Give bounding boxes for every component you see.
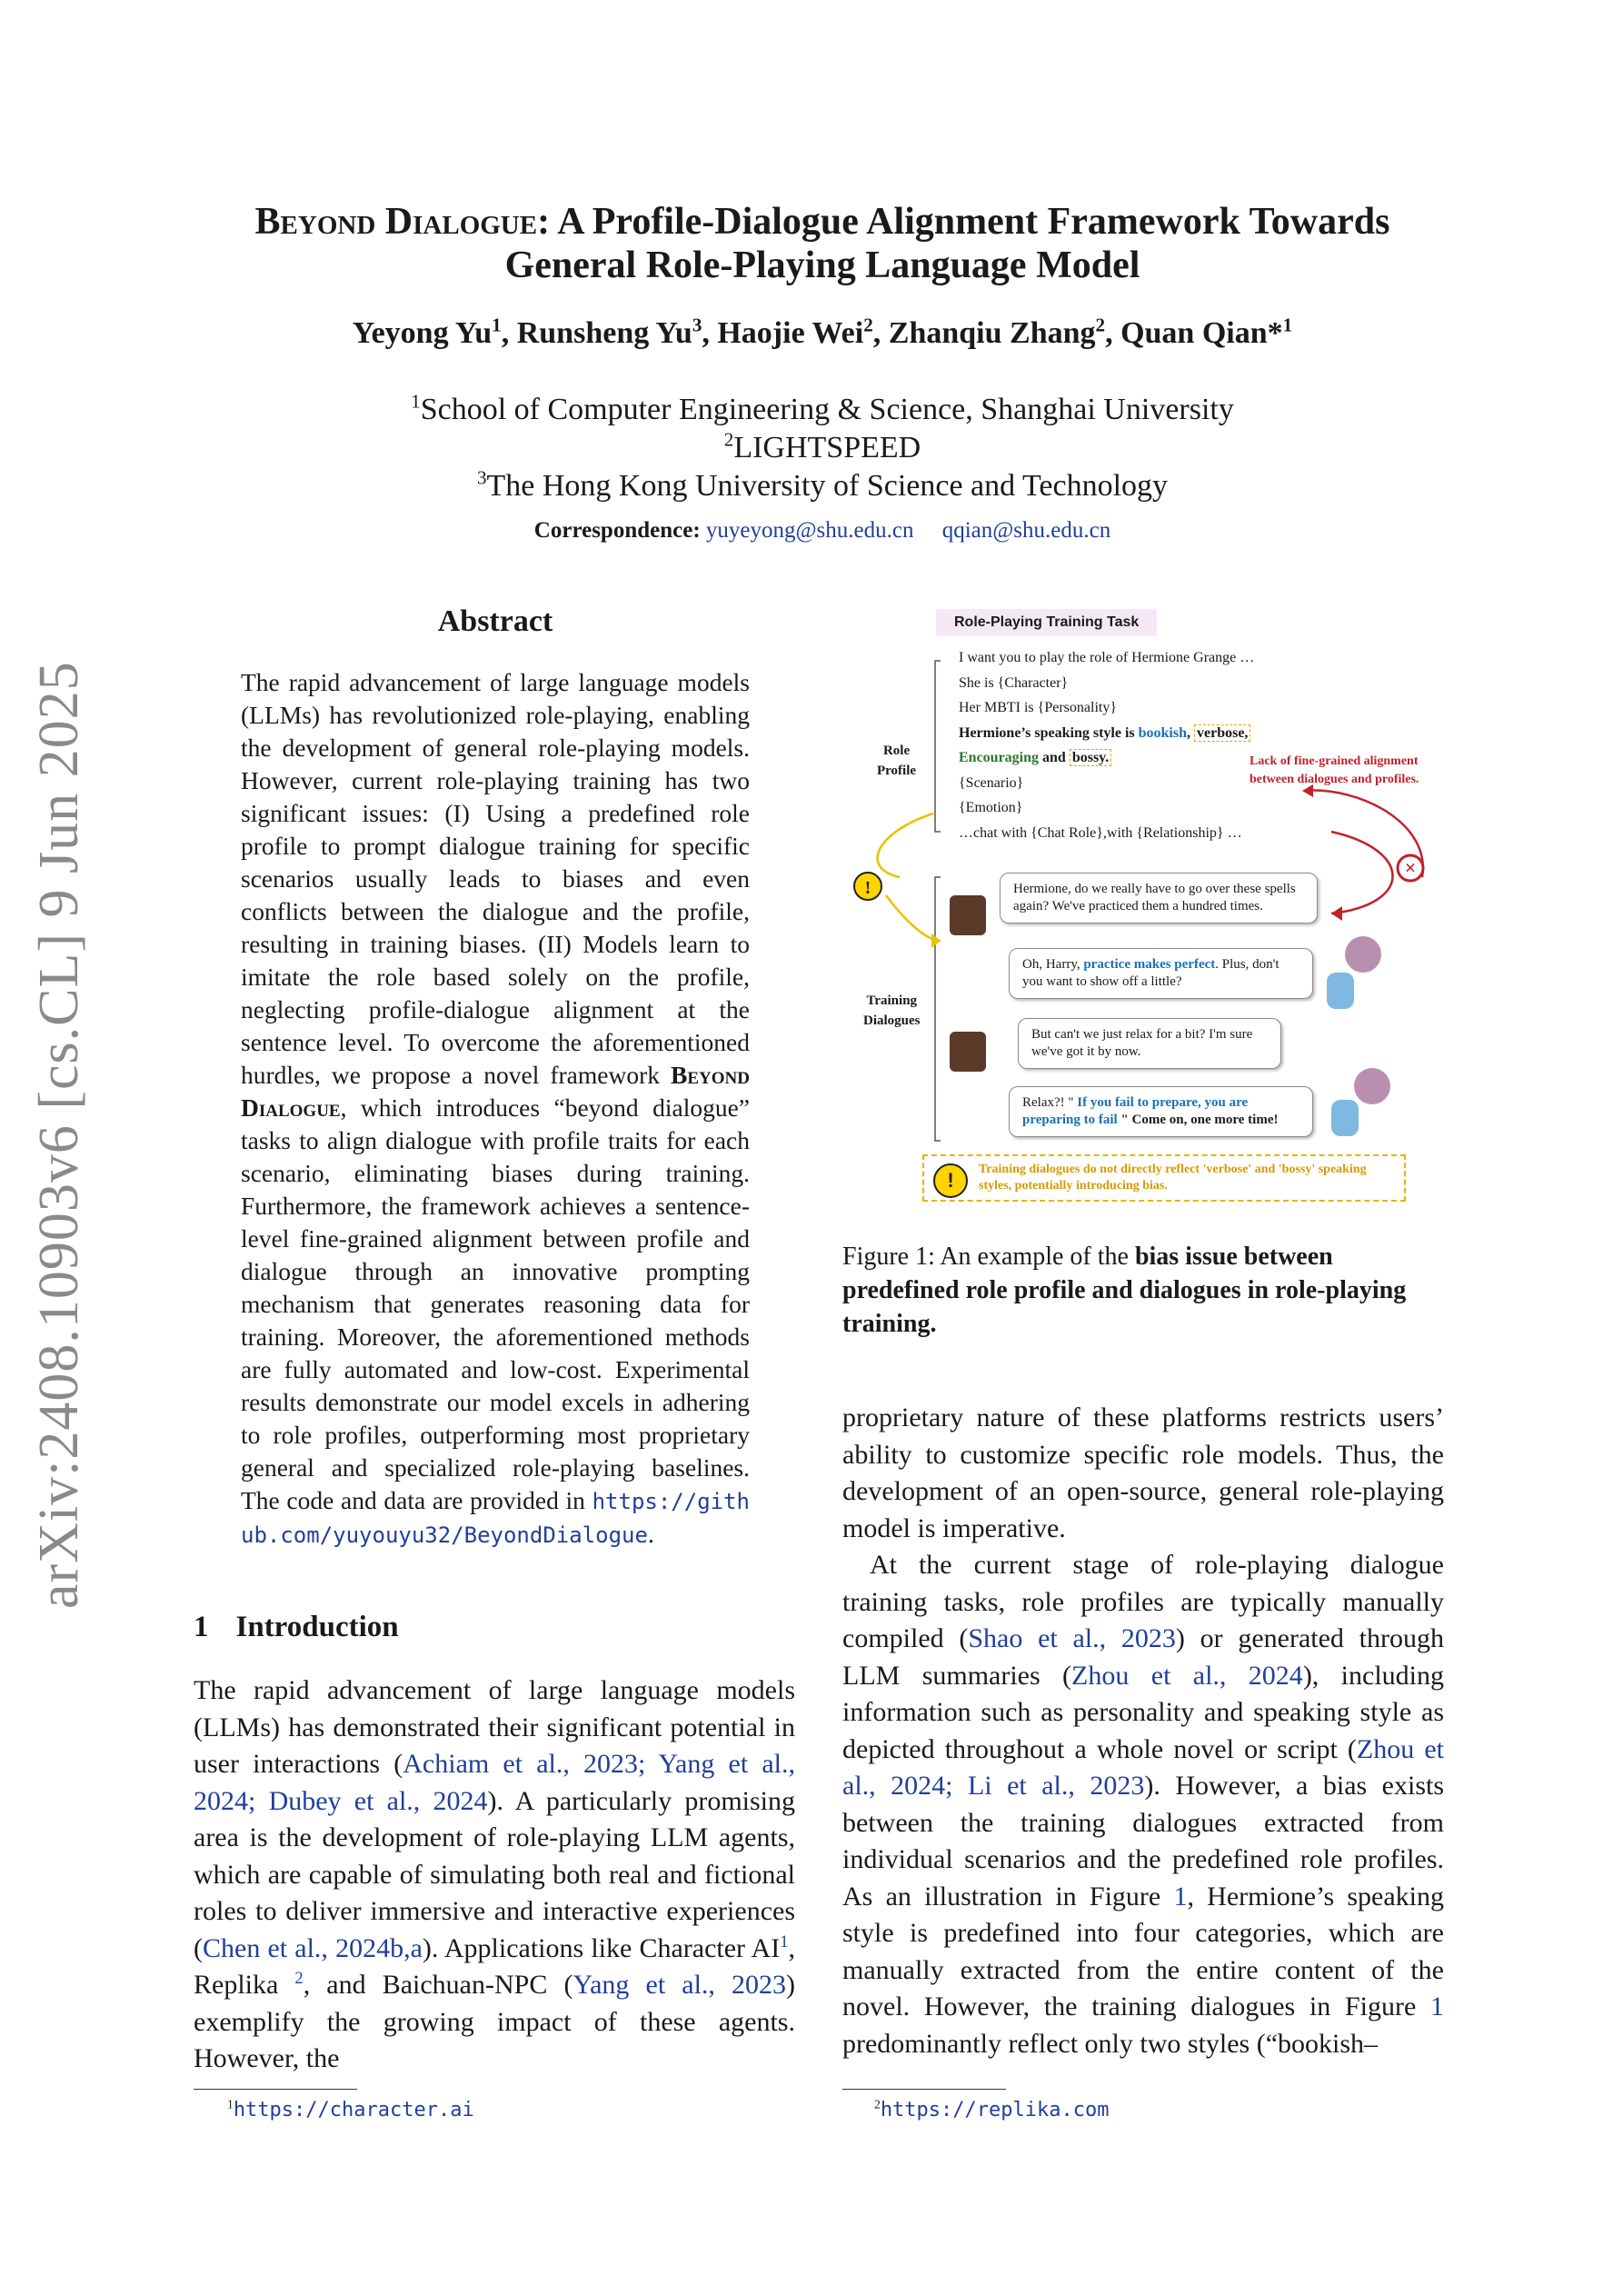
author-sup: 1 bbox=[1282, 314, 1293, 336]
abstract-text: The rapid advancement of large language models (LLMs) has revolutionized role-playing, enabling the development of general role-playing models. However, current role-playing training has two significant issues: (I) Using a predefined role profile to prompt dialogue training for specific scenarios usually leads to biases and even conflicts between the dialogue and the profile, resulting in training biases. (II) Models learn to imitate the role based solely on the profile, neglecting profile-dialogue alignment at the sentence level. To overcome the aforementioned hurdles, we propose a novel framework bbox=[241, 668, 750, 1089]
author-sup: 2 bbox=[863, 314, 873, 336]
title-small-caps: Beyond Dialogue bbox=[254, 201, 538, 243]
profile-line: I want you to play the role of Hermione Grange … bbox=[959, 650, 1255, 665]
dialogue-bubble-hermione bbox=[1009, 1086, 1313, 1137]
body-text: ). Applications like Character AI bbox=[422, 1932, 781, 1963]
body-text: , Hermione’s speaking style is predefined into four categories, which are manually extracted from the entire content of the novel. However, the training dialogues in Figure bbox=[842, 1881, 1444, 2021]
affiliation bbox=[136, 390, 1508, 427]
right-column bbox=[842, 1400, 1444, 2062]
caption-text: Figure 1: An example of the bbox=[842, 1243, 1135, 1271]
footnote-marker[interactable]: 2 bbox=[294, 1969, 304, 1988]
footnote-number: 1 bbox=[227, 2097, 234, 2111]
bubble-highlight: practice makes perfect bbox=[1083, 957, 1216, 972]
title-line2: General Role-Playing Language Model bbox=[504, 245, 1140, 286]
abstract-body bbox=[241, 666, 750, 1552]
code-link[interactable]: https://github.com/yuyouyu32/BeyondDialogue bbox=[241, 1489, 750, 1548]
bubble-text: Relax?! " bbox=[1022, 1095, 1078, 1110]
label-line: Training bbox=[866, 993, 918, 1008]
affiliation-sup: 2 bbox=[723, 428, 734, 451]
lack-note bbox=[1250, 753, 1419, 789]
body-text: ) exemplify the growing impact of these agents. However, the bbox=[194, 1970, 795, 2073]
hermione-avatar bbox=[1345, 936, 1381, 973]
section-number: 1 bbox=[194, 1611, 209, 1643]
dialogue-bubble-harry: But can't we just relax for a bit? I'm sure we've got it by now. bbox=[1018, 1018, 1281, 1069]
author-name: Haojie Wei bbox=[717, 316, 864, 350]
figure-ref-link[interactable]: 1 bbox=[1430, 1992, 1444, 2021]
profile-line: She is {Character} bbox=[959, 674, 1069, 691]
body-text: , and Baichuan-NPC ( bbox=[303, 1970, 573, 2000]
note-line: Lack of fine-grained alignment bbox=[1250, 754, 1419, 768]
warning-icon: ! bbox=[864, 878, 871, 898]
citation-link[interactable]: Shao et al., 2023 bbox=[968, 1623, 1176, 1653]
footnote-marker[interactable]: 1 bbox=[780, 1932, 789, 1952]
affiliation-sup: 3 bbox=[476, 466, 487, 489]
body-text: ), including information such as personality and speaking style as depicted throughout a whole novel or script ( bbox=[842, 1660, 1444, 1764]
arxiv-stamp: arXiv:2408.10903v6 [cs.CL] 9 Jun 2025 bbox=[28, 661, 90, 1609]
affiliation-sup: 1 bbox=[411, 390, 421, 413]
body-paragraph: proprietary nature of these platforms restricts users’ ability to customize specific role models. Thus, the development of an open-source, general role-playing model is imperative. bbox=[842, 1403, 1444, 1543]
robot-icon bbox=[1331, 1100, 1359, 1136]
footnote-number: 2 bbox=[874, 2097, 881, 2111]
abstract-text: , which introduces “beyond dialogue” tasks to align dialogue with profile traits for each scenario, eliminating biases during training. Furthermore, the framework achieves a sentence-level fine-grained alignment between profile and dialogue through an innovative prompting mechanism that generates reasoning data for training. Moreover, the aforementioned methods are fully automated and low-cost. Experimental results demonstrate our model excels in adhering to role profiles, outperforming most proprietary general and specialized role-playing baselines. The code and data are provided in bbox=[241, 1093, 750, 1514]
profile-line: Her MBTI is {Personality} bbox=[959, 700, 1118, 715]
body-text: The rapid advancement of large language models (LLMs) has demonstrated their significant potential in user interactions ( bbox=[194, 1675, 795, 1779]
body-paragraph bbox=[842, 1547, 1444, 2062]
footnote-link[interactable]: https://character.ai bbox=[233, 2099, 474, 2121]
footnote-link[interactable]: https://replika.com bbox=[880, 2099, 1110, 2121]
abstract-text: . bbox=[647, 1520, 654, 1548]
hermione-avatar bbox=[1354, 1068, 1390, 1104]
profile-text: Hermione’s speaking style is bbox=[959, 724, 1139, 741]
citation-link[interactable]: Chen et al., 2024b,a bbox=[203, 1932, 423, 1963]
body-text: ). However, a bias exists between the training dialogues extracted from individual scenarios and the predefined role profiles. As an illustration in Figure bbox=[842, 1771, 1444, 1912]
author-name: Yeyong Yu bbox=[352, 316, 493, 350]
email-link[interactable]: yuyeyong@shu.edu.cn bbox=[705, 518, 914, 543]
profile-text: , bbox=[1187, 724, 1194, 741]
author-sup: 3 bbox=[692, 314, 702, 336]
role-profile bbox=[959, 645, 1254, 845]
style-bossy: bossy. bbox=[1070, 749, 1111, 766]
footnote bbox=[874, 2098, 1109, 2121]
profile-line: {Emotion} bbox=[959, 800, 1023, 815]
label-line: Role bbox=[882, 744, 911, 758]
paper-title bbox=[136, 200, 1508, 287]
bubble-text: Oh, Harry, bbox=[1022, 957, 1084, 972]
profile-line: …chat with {Chat Role},with {Relationship} … bbox=[959, 824, 1242, 841]
section-title: Introduction bbox=[235, 1611, 399, 1643]
body-text: predominantly reflect only two styles (“bookish– bbox=[842, 2028, 1379, 2059]
role-profile-label bbox=[877, 741, 916, 781]
dialogue-bubble-harry: Hermione, do we really have to go over these spells again? We've practiced them a hundred times. bbox=[1000, 873, 1318, 923]
body-text: ). A particularly promising area is the development of role-playing LLM agents, which are capable of simulating both real and fictional roles to deliver immersive and interactive experiences ( bbox=[194, 1785, 795, 1963]
author-list: Yeyong Yu$^1$, Runsheng Yu$^3$, Haojie Wei$^2$, Zhanqiu Zhang$^2$, Quan Qian*$^1$ bbox=[352, 314, 1293, 350]
task-label: Role-Playing Training Task bbox=[936, 609, 1157, 636]
body-text: , Replika bbox=[194, 1932, 795, 2000]
footnote-rule bbox=[194, 2089, 357, 2090]
footnote bbox=[227, 2098, 474, 2121]
title-line1: : A Profile-Dialogue Alignment Framework Towards bbox=[537, 201, 1390, 243]
profile-text: and bbox=[1039, 750, 1070, 765]
bubble-text: " Come on, one more time! bbox=[1117, 1113, 1279, 1127]
label-line: Dialogues bbox=[863, 1013, 921, 1028]
training-dialogues-label bbox=[863, 991, 921, 1031]
correspondence bbox=[136, 518, 1508, 544]
warning-text: Training dialogues do not directly reflect 'verbose' and 'bossy' speaking styles, potentially introducing bias. bbox=[979, 1163, 1367, 1193]
citation-link[interactable]: Zhou et al., 2024 bbox=[1071, 1660, 1303, 1691]
style-encouraging: Encouraging bbox=[959, 750, 1040, 765]
caption-bold: bias issue between predefined role profile and dialogues in role-playing training. bbox=[842, 1243, 1407, 1338]
affiliation-text: School of Computer Engineering & Science, Shanghai University bbox=[420, 393, 1234, 426]
dialogue-bubble-hermione bbox=[1009, 948, 1313, 999]
author-name: Quan Qian* bbox=[1120, 316, 1283, 350]
affiliation bbox=[136, 466, 1508, 504]
citation-link[interactable]: Yang et al., 2023 bbox=[573, 1970, 786, 2000]
profile-line bbox=[959, 721, 1254, 746]
body-text: At the current stage of role-playing dialogue training tasks, role profiles are typically manually compiled ( bbox=[842, 1550, 1444, 1653]
harry-avatar bbox=[950, 895, 986, 935]
citation-link[interactable]: Zhou et al., 2024; Li et al., 2023 bbox=[842, 1733, 1444, 1801]
figure-ref-link[interactable]: 1 bbox=[1173, 1881, 1188, 1912]
citation-link[interactable]: Achiam et al., 2023; Yang et al., 2024; Dubey et al., 2024 bbox=[194, 1749, 795, 1816]
correspondence-label: Correspondence: bbox=[533, 518, 701, 543]
style-bookish: bookish bbox=[1138, 724, 1187, 741]
body-text: ) or generated through LLM summaries ( bbox=[842, 1623, 1444, 1691]
robot-icon bbox=[1327, 973, 1354, 1009]
affiliation-text: LIGHTSPEED bbox=[733, 431, 921, 464]
note-line: between dialogues and profiles. bbox=[1250, 773, 1419, 786]
author-name: Runsheng Yu bbox=[516, 316, 692, 350]
profile-line: {Scenario} bbox=[959, 774, 1024, 791]
footnote-rule bbox=[842, 2089, 1006, 2090]
label-line: Profile bbox=[877, 764, 917, 778]
author-sup: 2 bbox=[1095, 314, 1106, 336]
affiliation bbox=[136, 428, 1508, 465]
bubble-text: . Plus, don't you want to show off a little? bbox=[1022, 957, 1279, 989]
bias-warning-box bbox=[922, 1154, 1406, 1202]
figure-1 bbox=[850, 604, 1440, 1209]
email-link[interactable]: qqian@shu.edu.cn bbox=[941, 518, 1111, 543]
author-name: Zhanqiu Zhang bbox=[888, 316, 1096, 350]
affiliation-text: The Hong Kong University of Science and Technology bbox=[486, 469, 1169, 503]
framework-name: Beyond Dialogue bbox=[241, 1061, 750, 1122]
profile-line bbox=[959, 745, 1254, 771]
bubble-highlight: If you fail to prepare, you are preparing to fail bbox=[1022, 1095, 1249, 1127]
figure-caption bbox=[842, 1240, 1444, 1341]
author-sup: 1 bbox=[492, 314, 502, 336]
cross-icon: × bbox=[1404, 856, 1417, 879]
section-heading bbox=[194, 1611, 399, 1644]
intro-paragraph bbox=[194, 1672, 795, 2078]
style-verbose: verbose, bbox=[1194, 724, 1250, 742]
abstract-heading: Abstract bbox=[437, 604, 553, 638]
harry-avatar bbox=[950, 1032, 986, 1072]
warning-icon: ! bbox=[933, 1163, 968, 1198]
